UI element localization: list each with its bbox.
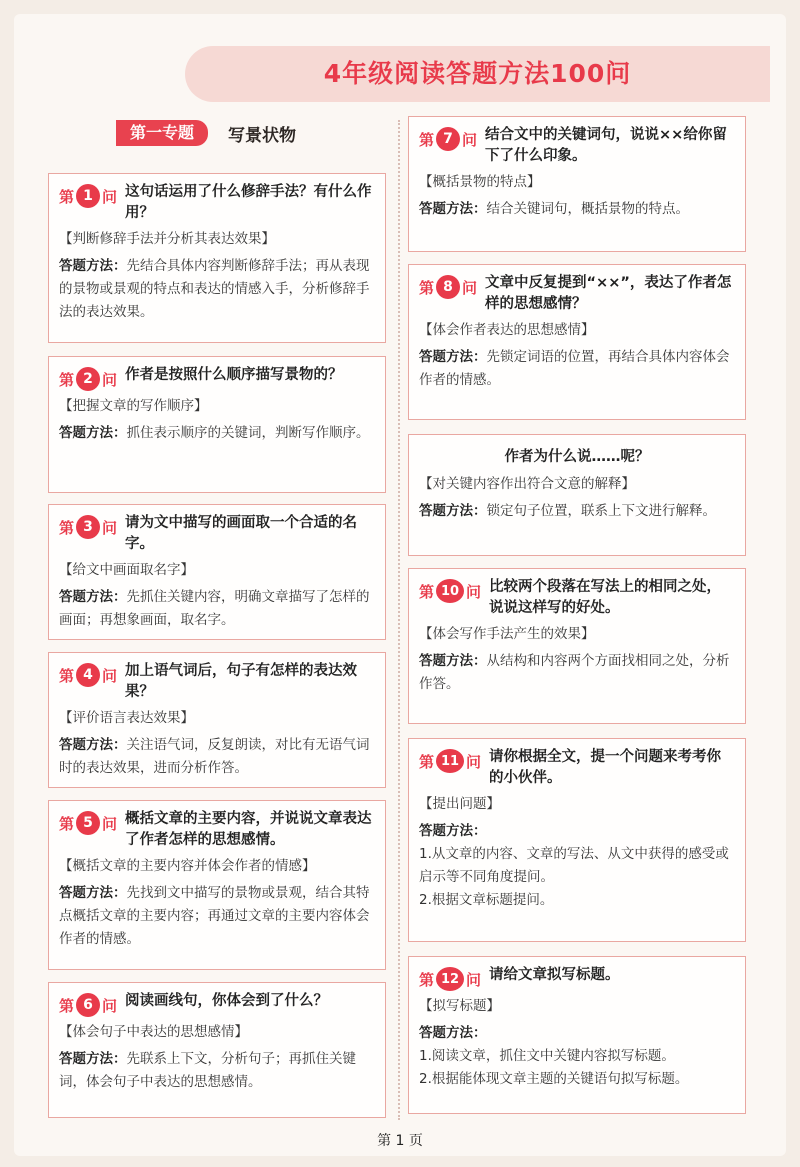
answer-label: 答题方法： (59, 258, 127, 274)
answer-text: 结合关键词句，概括景物的特点。 (486, 201, 689, 217)
question-card-9 (408, 434, 746, 556)
section-name: 写景状物 (228, 125, 297, 146)
question-header (419, 273, 735, 315)
question-type: 【判断修辞手法并分析其表达效果】 (59, 231, 275, 247)
question-header (419, 577, 735, 619)
question-answer (419, 500, 735, 523)
answer-text: 先结合具体内容判断修辞手法；再从表现的景物或景观的特点和表达的情感入手，分析修辞手法的表达效果。 (59, 258, 370, 320)
badge-prefix: 第 (59, 518, 75, 537)
question-text: 阅读画线句，你体会到了什么？ (125, 993, 329, 1009)
answer-line: 1.阅读文章，抓住文中关键内容拟写标题。 (419, 1048, 675, 1064)
question-text: 请你根据全文，提一个问题来考考你的小伙伴。 (489, 749, 722, 786)
question-answer (59, 255, 375, 324)
question-card-12 (408, 956, 746, 1114)
badge-prefix: 第 (419, 278, 435, 297)
question-answer (419, 1022, 735, 1045)
answer-line: 2.根据能体现文章主题的关键语句拟写标题。 (419, 1071, 689, 1087)
badge-suffix: 问 (466, 752, 482, 771)
question-number: 1 (76, 184, 100, 208)
badge-prefix: 第 (419, 752, 435, 771)
badge-suffix: 问 (466, 970, 482, 989)
question-text: 比较两个段落在写法上的相同之处，说说这样写的好处。 (489, 579, 722, 616)
answer-label: 答题方法： (59, 1051, 127, 1067)
question-header (59, 182, 375, 224)
question-number: 3 (76, 515, 100, 539)
badge-prefix: 第 (59, 666, 75, 685)
question-text: 作者是按照什么顺序描写景物的？ (125, 367, 343, 383)
column-divider (398, 120, 400, 1120)
badge-suffix: 问 (102, 518, 118, 537)
question-answer (59, 734, 375, 780)
question-header (419, 965, 735, 991)
badge-prefix: 第 (419, 130, 435, 149)
answer-text: 先锁定词语的位置，再结合具体内容体会作者的情感。 (419, 349, 730, 388)
question-type: 【体会句子中表达的思想感情】 (59, 1024, 248, 1040)
question-header (419, 125, 735, 167)
answer-text: 从结构和内容两个方面找相同之处，分析作答。 (419, 653, 730, 692)
question-badge (419, 579, 481, 603)
question-header (419, 747, 735, 789)
question-type: 【提出问题】 (419, 796, 500, 812)
question-text: 结合文中的关键词句，说说××给你留下了什么印象。 (485, 127, 727, 164)
badge-suffix: 问 (102, 666, 118, 685)
badge-suffix: 问 (102, 996, 118, 1015)
answer-text: 关注语气词，反复朗读，对比有无语气词时的表达效果，进而分析作答。 (59, 737, 370, 776)
question-text: 作者为什么说……呢？ (504, 449, 650, 465)
question-type: 【体会写作手法产生的效果】 (419, 626, 595, 642)
answer-label: 答题方法： (59, 589, 127, 605)
question-answer (59, 882, 375, 951)
question-number: 5 (76, 811, 100, 835)
answer-label: 答题方法： (419, 503, 487, 519)
question-type: 【概括景物的特点】 (419, 174, 541, 190)
answer-label: 答题方法： (419, 823, 487, 839)
page-number: 第 1 页 (377, 1133, 423, 1149)
question-badge (59, 184, 117, 208)
question-number: 6 (76, 993, 100, 1017)
question-number: 4 (76, 663, 100, 687)
question-card-3 (48, 504, 386, 640)
answer-line: 1.从文章的内容、文章的写法、从文中获得的感受或启示等不同角度提问。 (419, 846, 729, 885)
question-card-8 (408, 264, 746, 420)
badge-suffix: 问 (102, 370, 118, 389)
badge-prefix: 第 (59, 996, 75, 1015)
question-badge (59, 811, 117, 835)
badge-prefix: 第 (419, 582, 435, 601)
page-title: 4年级阅读答题方法100问 (323, 59, 632, 88)
question-number: 11 (436, 749, 464, 773)
badge-suffix: 问 (462, 130, 478, 149)
question-card-6 (48, 982, 386, 1118)
answer-text: 锁定句子位置，联系上下文进行解释。 (486, 503, 716, 519)
question-header (59, 809, 375, 851)
question-card-10 (408, 568, 746, 724)
question-header (59, 365, 375, 391)
question-text: 概括文章的主要内容，并说说文章表达了作者怎样的思想感情。 (125, 811, 372, 848)
badge-suffix: 问 (466, 582, 482, 601)
question-answer (419, 198, 735, 221)
answer-label: 答题方法： (419, 1025, 487, 1041)
answer-label: 答题方法： (59, 737, 127, 753)
badge-prefix: 第 (59, 814, 75, 833)
question-badge (59, 993, 117, 1017)
badge-prefix: 第 (419, 970, 435, 989)
question-text: 这句话运用了什么修辞手法？有什么作用？ (125, 184, 372, 221)
question-card-5 (48, 800, 386, 970)
answer-label: 答题方法： (419, 653, 487, 669)
question-card-4 (48, 652, 386, 788)
answer-label: 答题方法： (419, 201, 487, 217)
question-type: 【评价语言表达效果】 (59, 710, 194, 726)
question-answer (59, 586, 375, 632)
badge-suffix: 问 (102, 187, 118, 206)
question-number: 7 (436, 127, 460, 151)
question-answer (419, 650, 735, 696)
answer-label: 答题方法： (419, 349, 487, 365)
question-text: 加上语气词后，句子有怎样的表达效果？ (125, 663, 358, 700)
answer-label: 答题方法： (59, 885, 127, 901)
question-badge (59, 367, 117, 391)
question-card-11 (408, 738, 746, 942)
question-type: 【给文中画面取名字】 (59, 562, 194, 578)
question-header (419, 443, 735, 469)
question-text: 请为文中描写的画面取一个合适的名字。 (125, 515, 358, 552)
badge-prefix: 第 (59, 370, 75, 389)
question-badge (419, 127, 477, 151)
section-tag: 第一专题 (116, 120, 208, 146)
question-card-7 (408, 116, 746, 252)
question-badge (419, 749, 481, 773)
question-type: 【把握文章的写作顺序】 (59, 398, 208, 414)
question-header (59, 661, 375, 703)
badge-suffix: 问 (462, 278, 478, 297)
question-type: 【概括文章的主要内容并体会作者的情感】 (59, 858, 316, 874)
answer-text: 先找到文中描写的景物或景观，结合其特点概括文章的主要内容；再通过文章的主要内容体会作者的情感。 (59, 885, 370, 947)
question-badge (419, 275, 477, 299)
question-text: 文章中反复提到“××”，表达了作者怎样的思想感情？ (485, 275, 732, 312)
question-number: 10 (436, 579, 464, 603)
question-header (59, 991, 375, 1017)
answer-label: 答题方法： (59, 425, 127, 441)
question-header (59, 513, 375, 555)
question-badge (59, 663, 117, 687)
question-type: 【对关键内容作出符合文意的解释】 (419, 476, 635, 492)
question-type: 【体会作者表达的思想感情】 (419, 322, 595, 338)
answer-line: 2.根据文章标题提问。 (419, 892, 554, 908)
question-badge (59, 515, 117, 539)
answer-text: 先联系上下文，分析句子；再抓住关键词，体会句子中表达的思想感情。 (59, 1051, 356, 1090)
question-answer (59, 1048, 375, 1094)
question-number: 8 (436, 275, 460, 299)
question-badge (419, 967, 481, 991)
question-answer (59, 422, 375, 445)
answer-text: 先抓住关键内容，明确文章描写了怎样的画面；再想象画面，取名字。 (59, 589, 370, 628)
question-type: 【拟写标题】 (419, 998, 500, 1014)
answer-text: 抓住表示顺序的关键词，判断写作顺序。 (126, 425, 370, 441)
question-text: 请给文章拟写标题。 (489, 967, 620, 983)
badge-suffix: 问 (102, 814, 118, 833)
question-card-2 (48, 356, 386, 493)
question-card-1 (48, 173, 386, 343)
question-answer (419, 346, 735, 392)
question-answer (419, 820, 735, 843)
section-header (116, 120, 296, 146)
question-number: 12 (436, 967, 464, 991)
badge-prefix: 第 (59, 187, 75, 206)
question-number: 2 (76, 367, 100, 391)
